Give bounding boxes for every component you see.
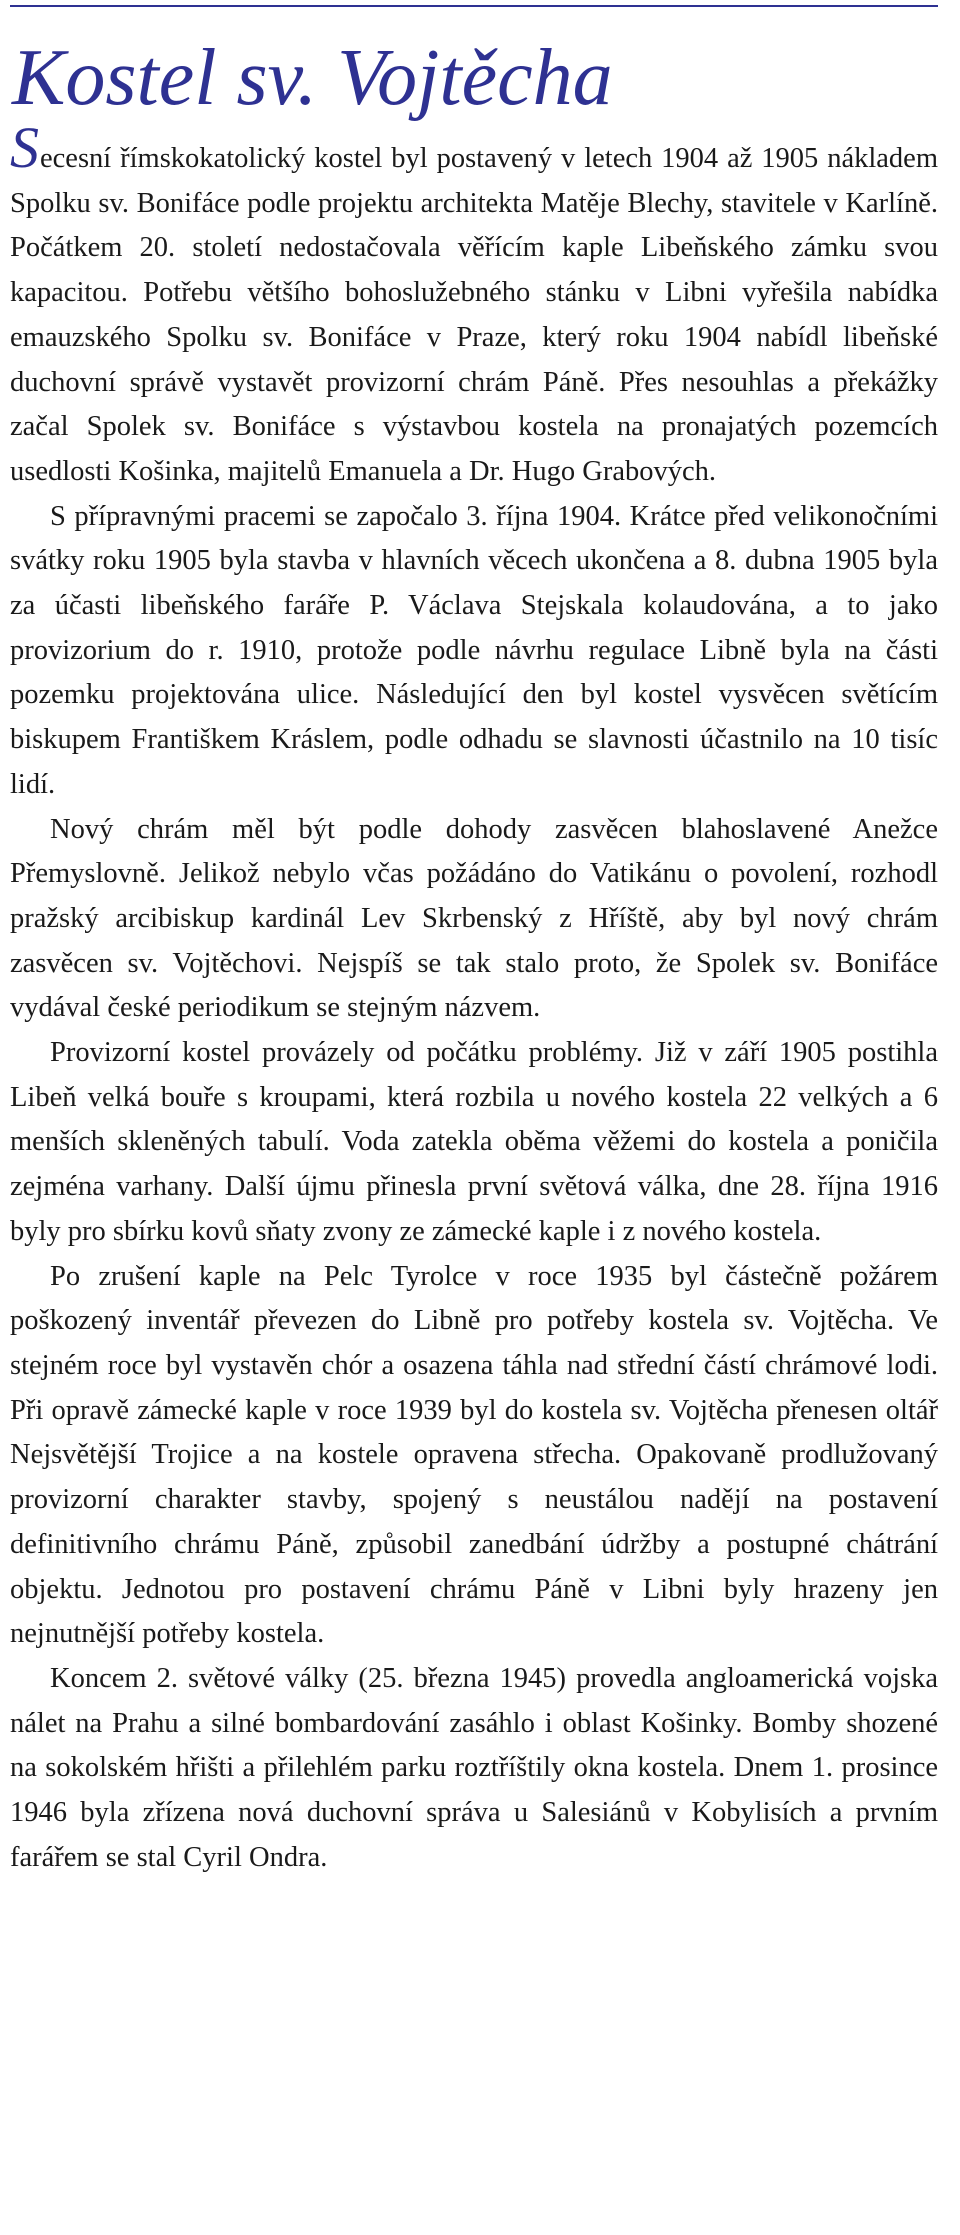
top-rule — [10, 5, 938, 7]
paragraph-2: S přípravnými pracemi se započalo 3. října 1904. Krátce před velikonočními svátky roku 1905 byla stavba v hlavních věcech ukončena a 8. dubna 1905 byla za účasti libeňského faráře P. Václava Stejskala kolaudována, a to jako provizorium do r. 1910, protože podle návrhu regulace Libně byla na části pozemku projektována ulice. Následující den byl kostel vysvěcen světícím biskupem Františkem Kráslem, podle odhadu se slavnosti účastnilo na 10 tisíc lidí. — [10, 500, 938, 800]
drop-cap: S — [10, 115, 39, 180]
paragraph-4: Provizorní kostel provázely od počátku problémy. Již v září 1905 postihla Libeň velká bouře s kroupami, která rozbila u nového kostela 22 velkých a 6 menších skleněných tabulí. Voda zatekla oběma věžemi do kostela a poničila zejména varhany. Další újmu přinesla první světová válka, dne 28. října 1916 byly pro sbírku kovů sňaty zvony ze zámecké kaple i z nového kostela. — [10, 1037, 938, 1247]
paragraph-1-text: ecesní římskokatolický kostel byl postavený v letech 1904 až 1905 nákladem Spolku sv. Bonifáce podle projektu architekta Matěje Blechy, stavitele v Karlíně. Počátkem 20. století nedostačovala věřícím kaple Libeňského zámku svou kapacitou. Potřebu většího bohoslužebného stánku v Libni vyřešila nabídka emauzského Spolku sv. Bonifáce v Praze, který roku 1904 nabídl libeňské duchovní správě vystavět provizorní chrám Páně. Přes nesouhlas a překážky začal Spolek sv. Bonifáce s výstavbou kostela na pronajatých pozemcích usedlosti Košinka, majitelů Emanuela a Dr. Hugo Grabových. — [10, 143, 938, 487]
article-body — [10, 115, 938, 1880]
paragraph-3: Nový chrám měl být podle dohody zasvěcen blahoslavené Anežce Přemyslovně. Jelikož nebylo včas požádáno do Vatikánu o povolení, rozhodl pražský arcibiskup kardinál Lev Skrbenský z Hříště, aby byl nový chrám zasvěcen sv. Vojtěchovi. Nejspíš se tak stalo proto, že Spolek sv. Bonifáce vydával české periodikum se stejným názvem. — [10, 813, 938, 1024]
page-title: Kostel sv. Vojtěcha — [12, 34, 613, 122]
paragraph-1 — [10, 115, 938, 495]
paragraph-6: Koncem 2. světové války (25. března 1945) provedla angloamerická vojska nálet na Prahu a silné bombardování zasáhlo i oblast Košinky. Bomby shozené na sokolském hřišti a přilehlém parku roztříštily okna kostela. Dnem 1. prosince 1946 byla zřízena nová duchovní správa u Salesiánů v Kobylisích a prvním farářem se stal Cyril Ondra. — [10, 1662, 938, 1873]
paragraph-5: Po zrušení kaple na Pelc Tyrolce v roce 1935 byl částečně požárem poškozený inventář převezen do Libně pro potřeby kostela sv. Vojtěcha. Ve stejném roce byl vystavěn chór a osazena táhla nad střední částí chrámové lodi. Při opravě zámecké kaple v roce 1939 byl do kostela sv. Vojtěcha přenesen oltář Nejsvětější Trojice a na kostele opravena střecha. Opakovaně prodlužovaný provizorní charakter stavby, spojený s neustálou nadějí na postavení definitivního chrámu Páně, způsobil zanedbání údržby a postupné chátrání objektu. Jednotou pro postavení chrámu Páně v Libni byly hrazeny jen nejnutnější potřeby kostela. — [10, 1260, 938, 1650]
